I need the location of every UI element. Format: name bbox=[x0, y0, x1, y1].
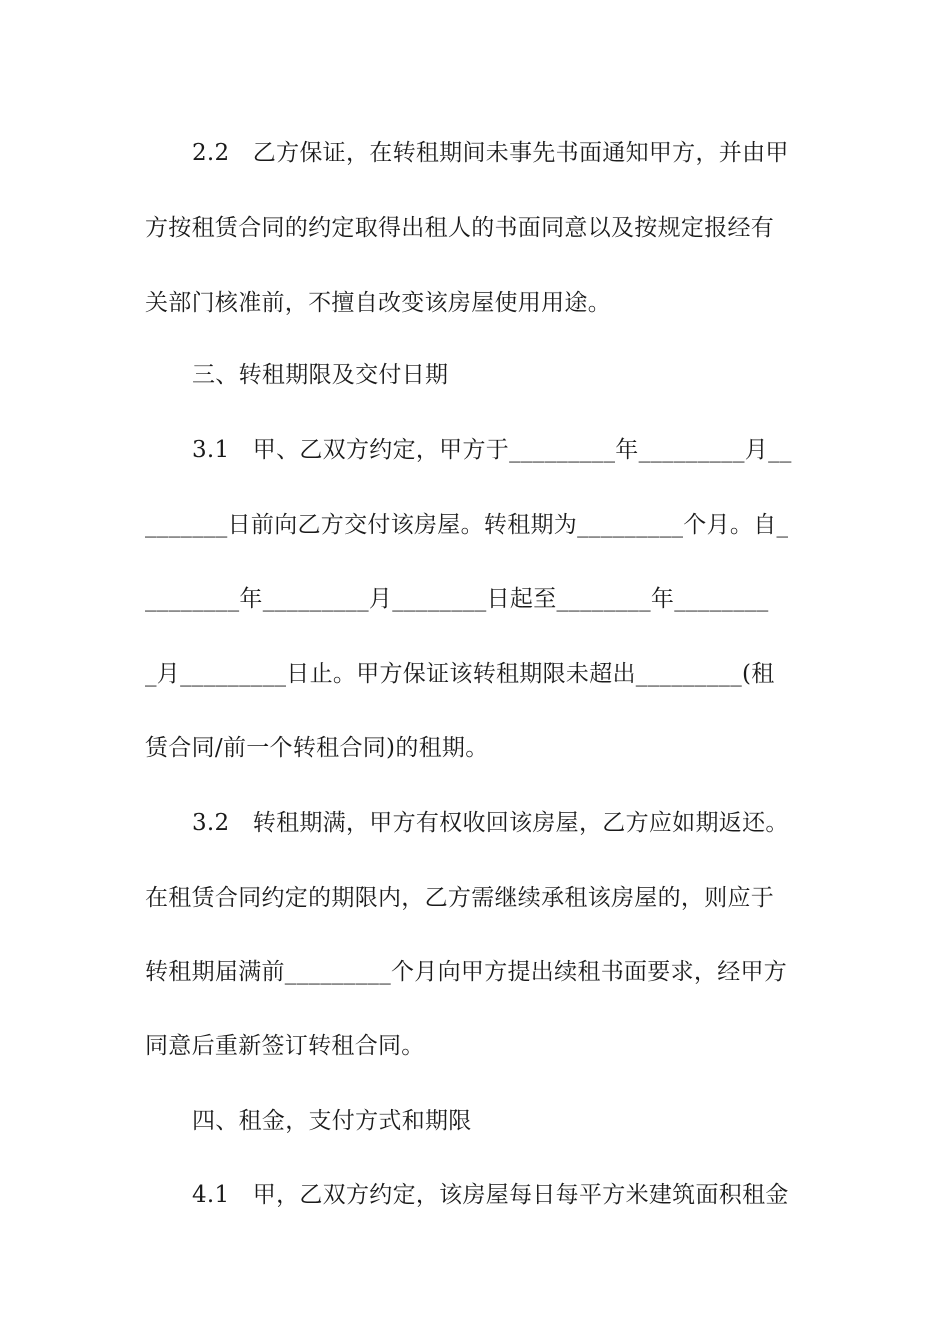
clause-2-2-line-1: 2.2 乙方保证，在转租期间未事先书面通知甲方，并由甲 bbox=[192, 140, 789, 166]
clause-3-2-line-1: 3.2 转租期满，甲方有权收回该房屋，乙方应如期返还。 bbox=[192, 810, 789, 836]
section-4-heading: 四、租金，支付方式和期限 bbox=[192, 1108, 472, 1134]
clause-3-1-line-3: ________年_________月________日起至________年________ bbox=[145, 586, 769, 612]
clause-3-1-line-1: 3.1 甲、乙双方约定，甲方于_________年_________月__ bbox=[192, 437, 792, 463]
clause-2-2-line-3: 关部门核准前，不擅自改变该房屋使用用途。 bbox=[145, 290, 611, 316]
clause-2-2-line-2: 方按租赁合同的约定取得出租人的书面同意以及按规定报经有 bbox=[145, 215, 775, 241]
clause-3-2-line-2: 在租赁合同约定的期限内，乙方需继续承租该房屋的，则应于 bbox=[145, 885, 775, 911]
clause-4-1-line-1: 4.1 甲，乙双方约定，该房屋每日每平方米建筑面积租金 bbox=[192, 1182, 789, 1208]
section-3-heading: 三、转租期限及交付日期 bbox=[192, 362, 449, 388]
clause-3-1-line-2: _______日前向乙方交付该房屋。转租期为_________个月。自_ bbox=[145, 512, 789, 538]
clause-3-2-line-3: 转租期届满前_________个月向甲方提出续租书面要求，经甲方 bbox=[145, 959, 788, 985]
clause-3-1-line-5: 赁合同/前一个转租合同)的租期。 bbox=[145, 735, 489, 761]
clause-3-1-line-4: _月_________日止。甲方保证该转租期限未超出_________(租 bbox=[145, 661, 775, 687]
clause-3-2-line-4: 同意后重新签订转租合同。 bbox=[145, 1033, 425, 1059]
